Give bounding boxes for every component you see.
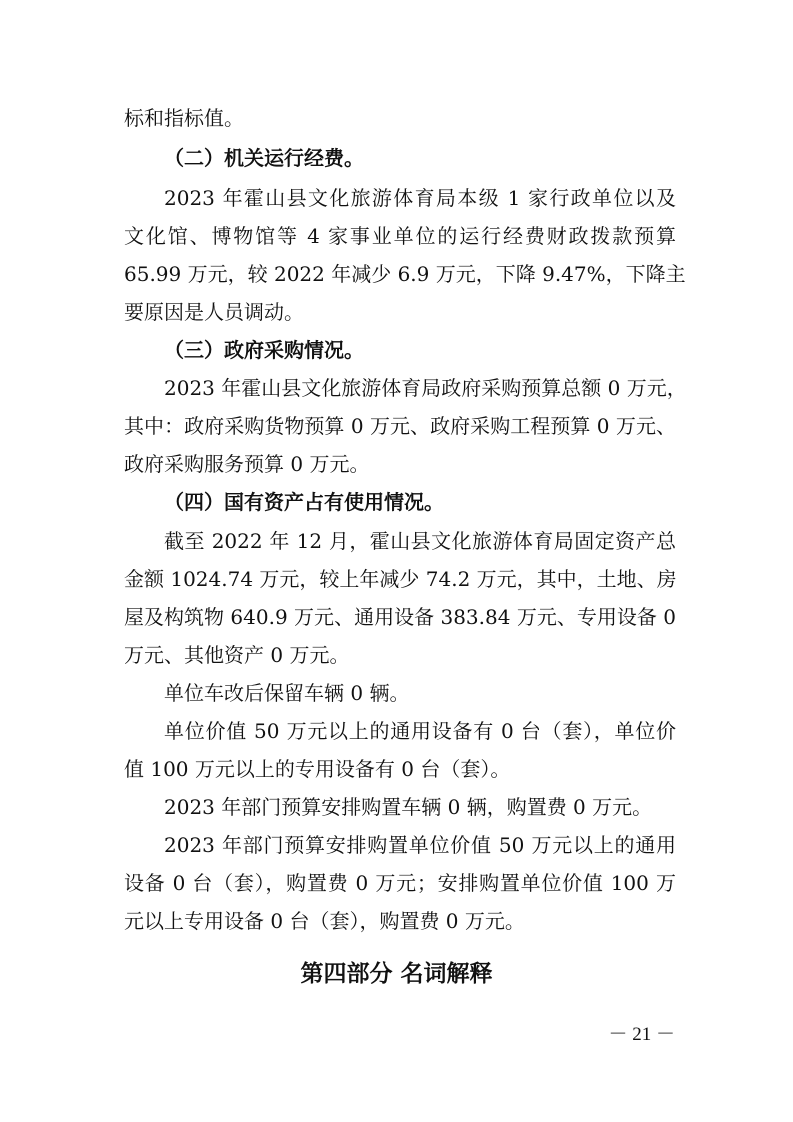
paragraph-line: 标和指标值。: [124, 106, 244, 130]
paragraph-line: 65.99 万元，较 2022 年减少 6.9 万元，下降 9.47%，下降主: [124, 262, 686, 286]
paragraph-line: 屋及构筑物 640.9 万元、通用设备 383.84 万元、专用设备 0: [124, 605, 676, 629]
part-title: 第四部分 名词解释: [300, 961, 493, 987]
page-number: － 21 －: [608, 1024, 675, 1045]
paragraph-line: 要原因是人员调动。: [124, 300, 304, 324]
paragraph-line: 其中：政府采购货物预算 0 万元、政府采购工程预算 0 万元、: [124, 414, 676, 438]
paragraph-line: 元以上专用设备 0 台（套），购置费 0 万元。: [124, 909, 525, 933]
paragraph-line: 2023 年霍山县文化旅游体育局本级 1 家行政单位以及: [164, 186, 676, 210]
section-heading-4: （四）国有资产占有使用情况。: [164, 490, 444, 514]
paragraph-line: 设备 0 台（套），购置费 0 万元；安排购置单位价值 100 万: [124, 871, 676, 895]
section-heading-2: （二）机关运行经费。: [164, 146, 364, 170]
paragraph-line: 单位价值 50 万元以上的通用设备有 0 台（套），单位价: [164, 719, 676, 743]
paragraph-line: 政府采购服务预算 0 万元。: [124, 452, 370, 476]
paragraph-line: 2023 年部门预算安排购置车辆 0 辆，购置费 0 万元。: [164, 795, 653, 819]
paragraph-line: 2023 年部门预算安排购置单位价值 50 万元以上的通用: [164, 833, 676, 857]
paragraph-line: 2023 年霍山县文化旅游体育局政府采购预算总额 0 万元，: [164, 376, 687, 400]
paragraph-line: 万元、其他资产 0 万元。: [124, 643, 350, 667]
section-heading-3: （三）政府采购情况。: [164, 338, 364, 362]
paragraph-line: 截至 2022 年 12 月，霍山县文化旅游体育局固定资产总: [164, 529, 676, 553]
paragraph-line: 单位车改后保留车辆 0 辆。: [164, 681, 410, 705]
paragraph-line: 文化馆、博物馆等 4 家事业单位的运行经费财政拨款预算: [124, 224, 676, 248]
paragraph-line: 值 100 万元以上的专用设备有 0 台（套）。: [124, 757, 511, 781]
paragraph-line: 金额 1024.74 万元，较上年减少 74.2 万元，其中，土地、房: [124, 567, 677, 591]
